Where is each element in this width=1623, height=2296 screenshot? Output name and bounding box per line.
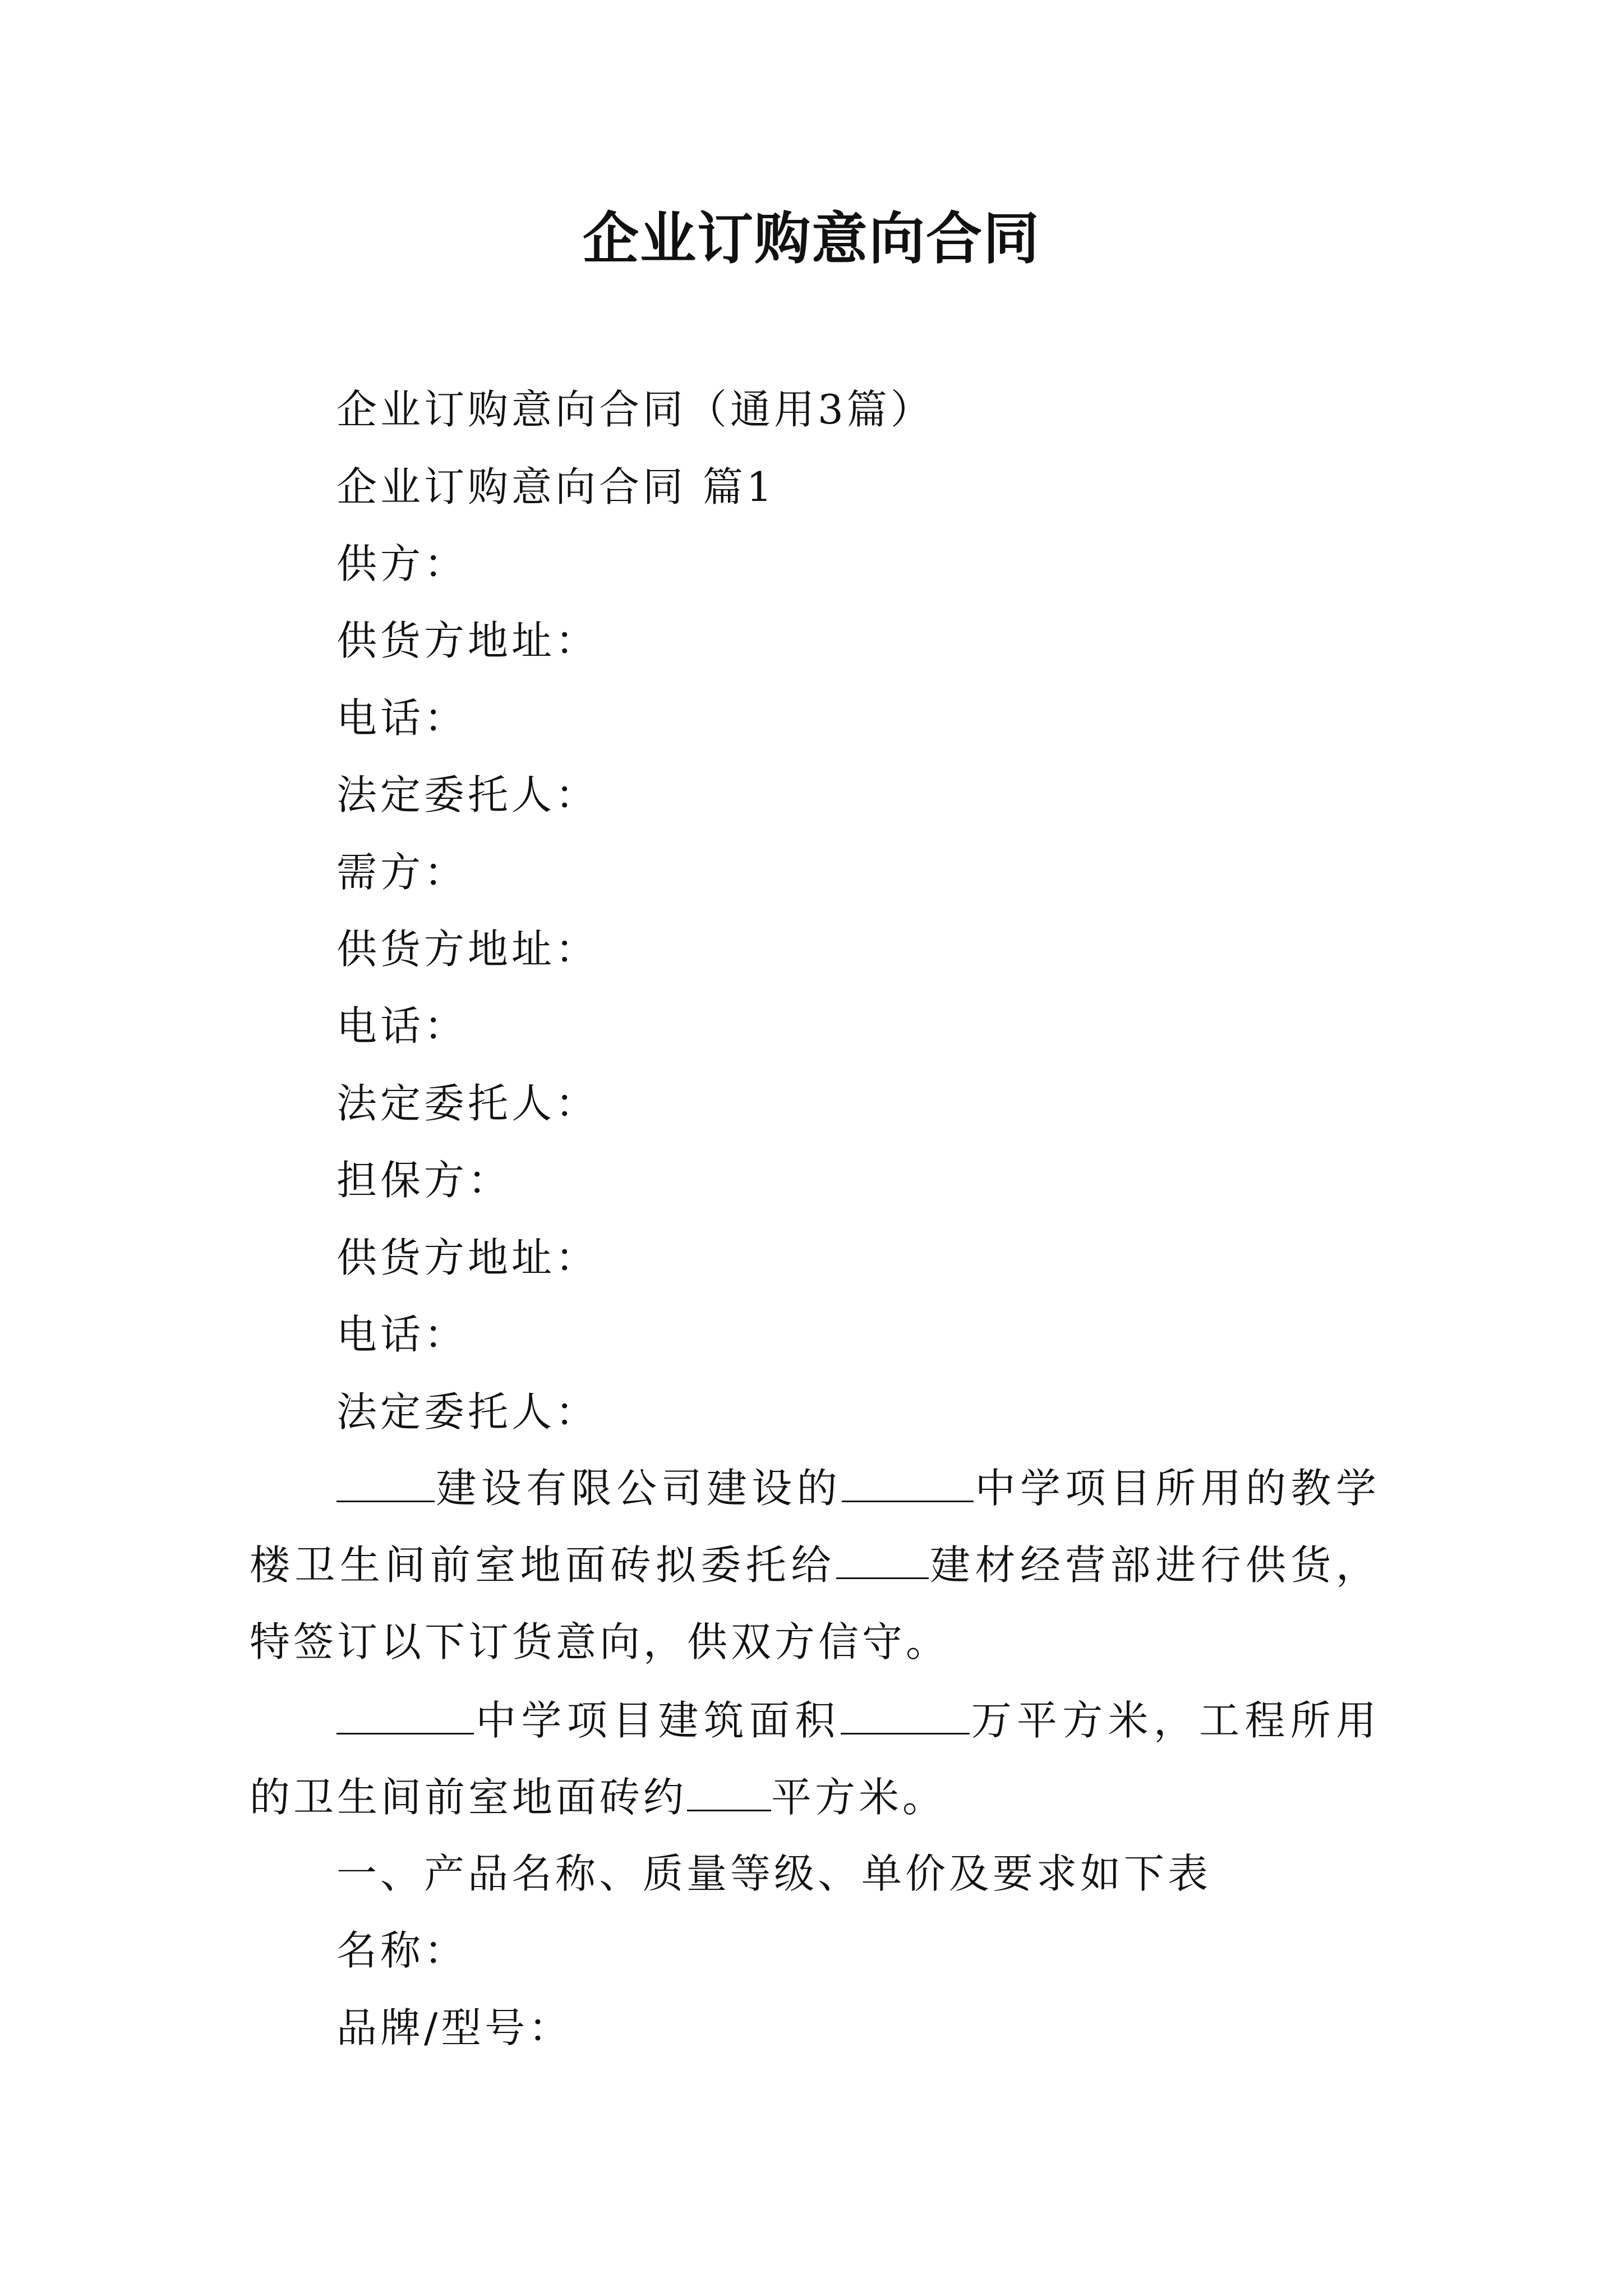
buyer-phone-label: 电话： [336,1002,468,1050]
para2-text-2: 万平方米，工程所用的卫生间前室地面砖约 [250,1697,1380,1821]
product-name-label: 名称： [336,1927,468,1974]
blank-building-area [841,1698,970,1734]
paragraph-intent [250,1450,1380,1681]
buyer-address-label: 供货方地址： [336,926,600,973]
para2-text-1: 中学项目建筑面积 [474,1697,841,1744]
para2-text-3: 平方米。 [771,1774,947,1821]
supplier-agent-label: 法定委托人： [336,771,600,818]
clause-one: 一、产品名称、质量等级、单价及要求如下表 [336,1850,1212,1897]
brand-model-label: 品牌/型号： [336,2004,573,2051]
blank-supplier [836,1543,929,1579]
buyer-label: 需方： [336,849,468,896]
blank-tile-area [687,1775,771,1811]
paragraph-area [250,1682,1380,1836]
supplier-phone-label: 电话： [336,694,468,742]
section-heading: 企业订购意向合同 篇1 [336,463,776,510]
guarantor-address-label: 供货方地址： [336,1234,600,1281]
blank-project [336,1698,474,1734]
guarantor-label: 担保方： [336,1157,512,1204]
buyer-agent-label: 法定委托人： [336,1080,600,1127]
para1-text-3: 建材经营部进行供货，特签订以下订货意向，供双方信守。 [250,1542,1380,1665]
document-title: 企业订购意向合同 [583,205,1040,272]
para1-text-2: 中学项目所用的教学楼卫生间前室地面砖拟委托给 [250,1465,1380,1589]
para1-text-1: 建设有限公司建设的 [435,1465,842,1512]
subtitle: 企业订购意向合同（通用3篇） [336,386,934,433]
supplier-address-label: 供货方地址： [336,617,600,664]
blank-company [336,1466,435,1502]
guarantor-agent-label: 法定委托人： [336,1388,600,1435]
blank-school [842,1466,974,1502]
guarantor-phone-label: 电话： [336,1311,468,1358]
supplier-label: 供方： [336,540,468,587]
